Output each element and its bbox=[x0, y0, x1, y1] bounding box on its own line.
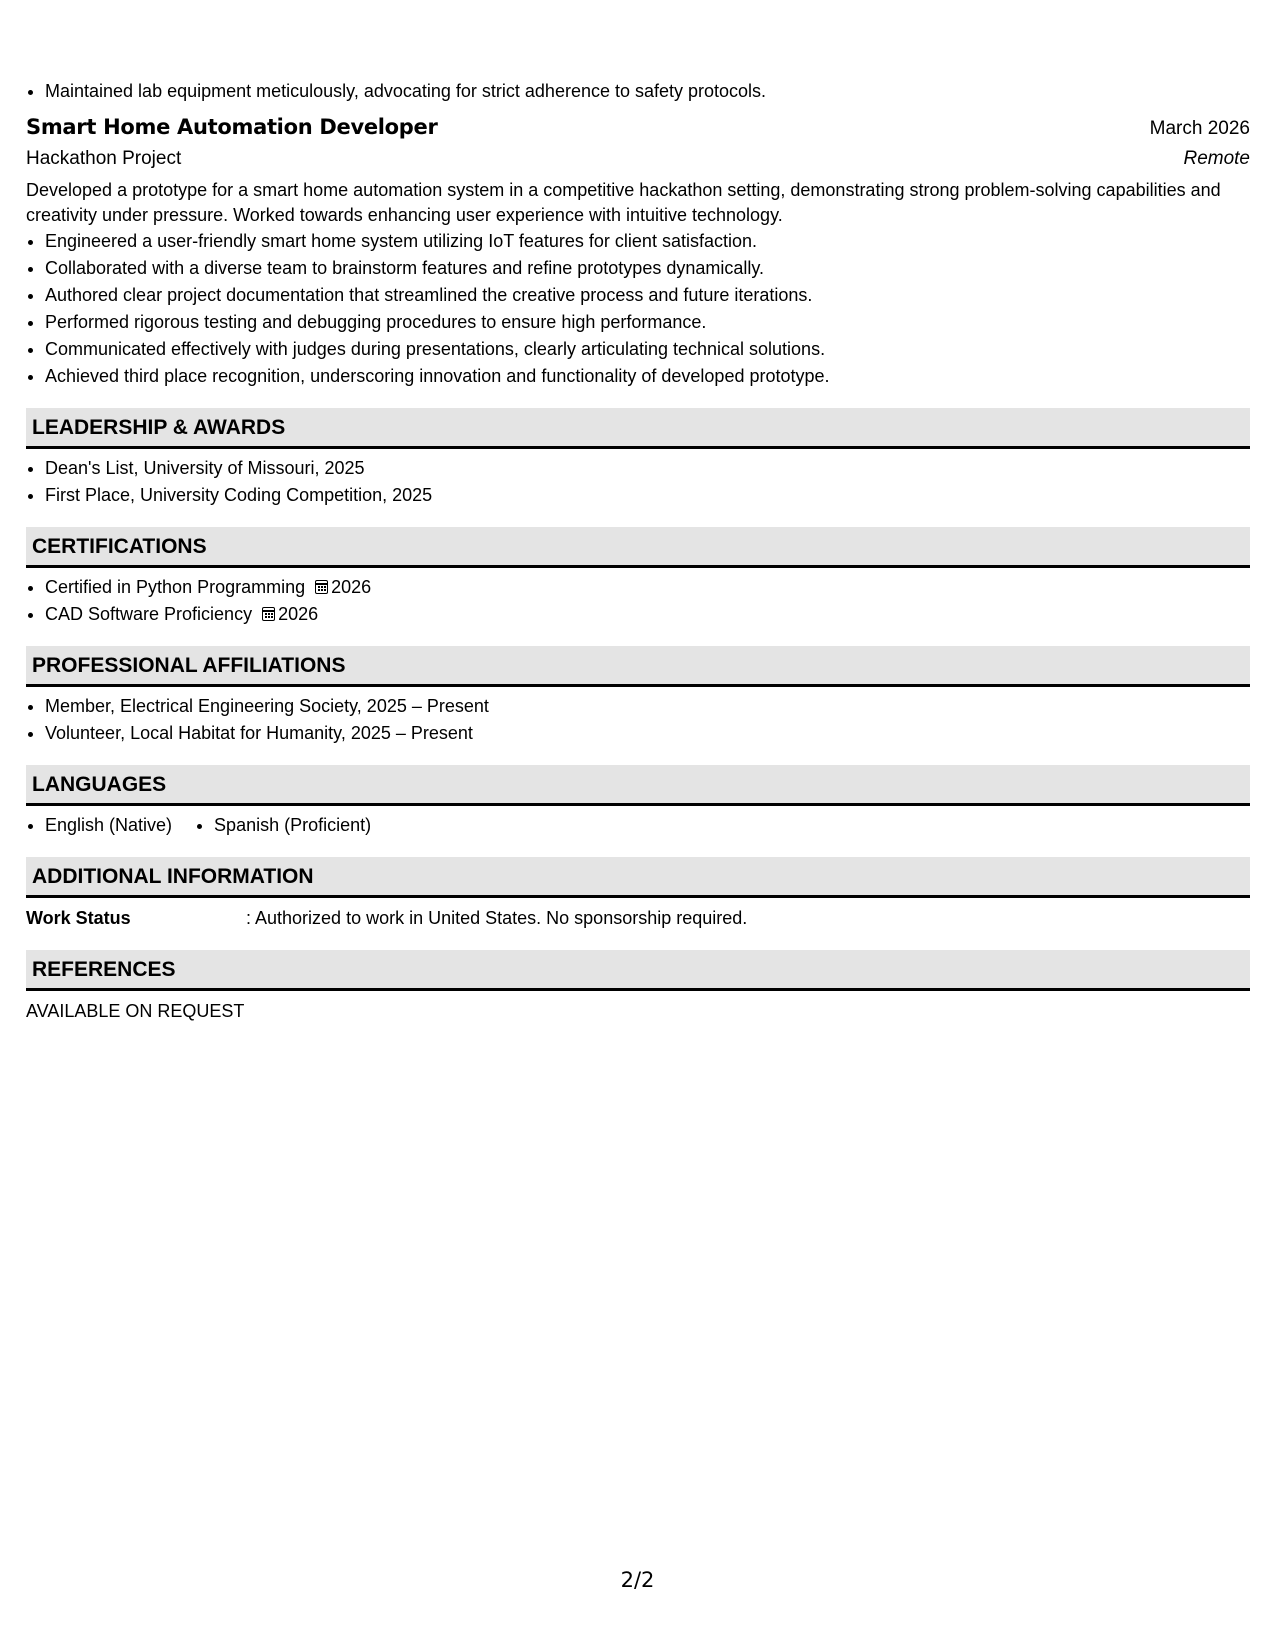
certifications-list bbox=[26, 574, 1250, 628]
job-description: Developed a prototype for a smart home automation system in a competitive hackathon setting, demonstrating strong problem-solving capabilities and creativity under pressure. Worked towards enhancing user experience with intuitive technology. bbox=[26, 180, 1221, 225]
list-item: • Achieved third place recognition, underscoring innovation and functionality of developed prototype. bbox=[45, 363, 1250, 390]
list-item: • English (Native) bbox=[45, 812, 172, 839]
job-header bbox=[26, 115, 1250, 140]
job-subheader bbox=[26, 148, 1250, 170]
experience-continued-bullets bbox=[26, 78, 1250, 105]
list-item: • Performed rigorous testing and debugging procedures to ensure high performance. bbox=[45, 309, 1250, 336]
section-header-additional-information: ADDITIONAL INFORMATION bbox=[26, 857, 1250, 898]
section-header-leadership: LEADERSHIP & AWARDS bbox=[26, 408, 1250, 449]
affiliations-list bbox=[26, 693, 1250, 747]
job-organization: Hackathon Project bbox=[26, 148, 182, 169]
list-item: • Authored clear project documentation that streamlined the creative process and future iterations. bbox=[45, 282, 1250, 309]
work-status-value: : Authorized to work in United States. No sponsorship required. bbox=[246, 908, 748, 928]
work-status-label: Work Status bbox=[26, 908, 131, 928]
list-item: • Dean's List, University of Missouri, 2025 bbox=[45, 455, 1250, 482]
section-header-certifications: CERTIFICATIONS bbox=[26, 527, 1250, 568]
calendar-icon bbox=[262, 607, 275, 621]
leadership-list bbox=[26, 455, 1250, 509]
list-item bbox=[45, 601, 1250, 628]
list-item: • Spanish (Proficient) bbox=[214, 812, 371, 839]
job-title: Smart Home Automation Developer bbox=[26, 115, 438, 139]
section-header-affiliations: PROFESSIONAL AFFILIATIONS bbox=[26, 646, 1250, 687]
certification-name: CAD Software Proficiency bbox=[45, 604, 253, 624]
list-item: • Maintained lab equipment meticulously, advocating for strict adherence to safety protocols. bbox=[45, 78, 1250, 105]
list-item: • Engineered a user-friendly smart home system utilizing IoT features for client satisfaction. bbox=[45, 228, 1250, 255]
list-item: • Volunteer, Local Habitat for Humanity, 2025 – Present bbox=[45, 720, 1250, 747]
references-text: AVAILABLE ON REQUEST bbox=[26, 1001, 245, 1021]
list-item: • First Place, University Coding Competition, 2025 bbox=[45, 482, 1250, 509]
section-header-languages: LANGUAGES bbox=[26, 765, 1250, 806]
calendar-icon bbox=[315, 580, 328, 594]
languages-list bbox=[26, 812, 1250, 839]
list-item: • Member, Electrical Engineering Society, 2025 – Present bbox=[45, 693, 1250, 720]
work-status-row bbox=[26, 904, 1250, 932]
list-item: • Communicated effectively with judges during presentations, clearly articulating technical solutions. bbox=[45, 336, 1250, 363]
certification-year: 2026 bbox=[278, 604, 319, 624]
resume-page bbox=[26, 0, 1250, 1025]
job-location: Remote bbox=[1183, 148, 1250, 169]
list-item bbox=[45, 574, 1250, 601]
certification-year: 2026 bbox=[331, 577, 372, 597]
list-item: • Collaborated with a diverse team to brainstorm features and refine prototypes dynamically. bbox=[45, 255, 1250, 282]
page-number: 2/2 bbox=[620, 1568, 655, 1592]
section-header-references: REFERENCES bbox=[26, 950, 1250, 991]
certification-name: Certified in Python Programming bbox=[45, 577, 306, 597]
job-bullets bbox=[26, 228, 1250, 390]
job-date: March 2026 bbox=[1149, 118, 1250, 139]
